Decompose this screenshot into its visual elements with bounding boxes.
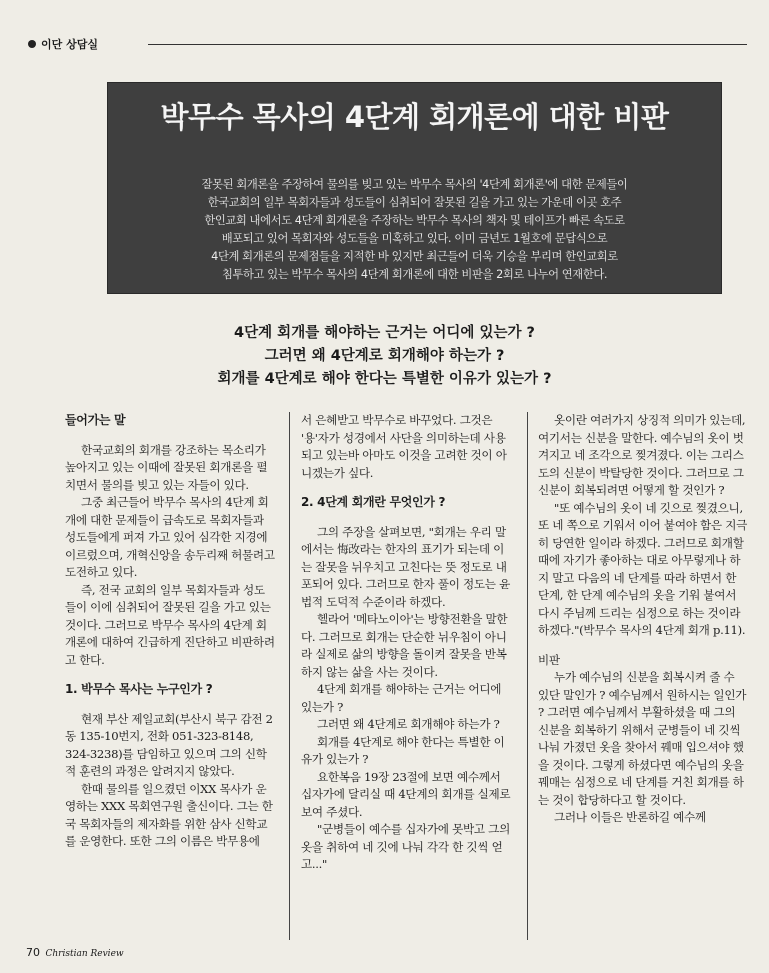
section-heading: 들어가는 말 (65, 413, 126, 427)
spacer (65, 699, 275, 711)
paragraph: 그러면 왜 4단계로 회개해야 하는가 ? (317, 717, 500, 731)
paragraph: 그의 주장을 살펴보면, "회개는 우리 말에서는 悔改라는 한자의 표기가 되는데 이는 잘못을 뉘우치고 고친다는 뜻 정도로 내포되어 있다. 그러므로 한자 풀이 정도는 윤법적 도덕적 수준이라 하겠다. (301, 524, 510, 609)
column-divider (289, 412, 290, 940)
paragraph: 현재 부산 제일교회(부산시 북구 감전 2동 135-10번지, 전화 051-323-8148, 324-3238)를 담임하고 있으며 그의 신학적 훈련의 과정은 알려지지 않았다. (65, 711, 273, 778)
page-number: 70 (26, 946, 40, 959)
paragraph: 비판 (538, 652, 560, 667)
section-label-text: 이단 상담실 (41, 38, 98, 51)
paragraph: 헬라어 '메타노이아'는 방향전환을 말한다. 그러므로 회개는 단순한 뉘우침이 아니라 실제로 삶의 방향을 돌이켜 잘못을 반복하지 않는 삶을 사는 것이다. (301, 612, 508, 679)
paragraph: 한국교회의 회개를 강조하는 목소리가 높아지고 있는 이때에 잘못된 회개론을 펼치면서 물의를 빚고 있는 자들이 있다. (65, 442, 268, 492)
paragraph: 요한복음 19장 23절에 보면 예수께서 십자가에 달리실 때 4단계의 회개를 실제로 보여 주셨다. (301, 769, 511, 819)
lead-line: 배포되고 있어 목회자와 성도들을 미혹하고 있다. 이미 금년도 1월호에 문답식으로 (221, 232, 608, 245)
lead-line: 한국교회의 일부 목회자들과 성도들이 심취되어 잘못된 길을 가고 있는 가운데 이곳 호주 (207, 196, 622, 209)
paragraph: "또 예수님의 옷이 네 깃으로 찢겼으니, 또 네 쪽으로 기워서 이어 붙여야 함은 지극히 당연한 일이라 하겠다. 그러므로 회개할 때에 자기가 좋아하는 대로 아무렇게나 하지 말고 다음의 네 단계를 따라 하면서 한 단계, 한 단계 예수님의 옷을 기워 붙여서 다시 주님께 드리는 심정으로 하는 것이라 하겠다."(박무수 목사의 4단계 회개 p.11). (538, 500, 747, 637)
spacer (65, 669, 275, 681)
lead-line: 4단계 회개론의 문제점들을 지적한 바 있지만 최근들어 더욱 기승을 부리며 한인교회로 (211, 250, 618, 263)
lead-line: 침투하고 있는 박무수 목사의 4단계 회개론에 대한 비판을 2회로 나누어 연재한다. (221, 268, 608, 281)
section-heading: 1. 박무수 목사는 누구인가 ? (65, 682, 213, 696)
page-footer (26, 946, 124, 959)
paragraph: "군병들이 예수를 십자가에 못박고 그의 옷을 취하여 네 깃에 나눠 각각 한 깃씩 얻고..." (301, 822, 510, 871)
body-column-2 (301, 412, 511, 874)
body-column-1 (65, 412, 275, 851)
lead-line: 잘못된 회개론을 주장하여 물의를 빚고 있는 박무수 목사의 '4단계 회개론'에 대한 문제들이 (201, 178, 628, 191)
section-label (28, 36, 98, 52)
key-question: 회개를 4단계로 해야 한다는 특별한 이유가 있는가 ? (217, 371, 552, 387)
paragraph: 옷이란 여러가지 상징적 의미가 있는데, 여기서는 신분을 말한다. 예수님의 옷이 벗겨지고 네 조각으로 찢겨졌다. 이는 그리스도의 신분이 박탈당한 것이다. 그러므로 그 신분이 회복되려면 어떻게 할 것인가 ? (538, 413, 746, 497)
spacer (538, 640, 748, 652)
lead-line: 한인교회 내에서도 4단계 회개론을 주장하는 박무수 목사의 책자 및 테이프가 빠른 속도로 (204, 214, 625, 227)
paragraph: 회개를 4단계로 해야 한다는 특별한 이유가 있는가 ? (301, 734, 505, 766)
section-rule (148, 44, 747, 45)
paragraph: 서 은혜받고 박무수로 바꾸었다. 그것은 '용'자가 성경에서 사단을 의미하는데 사용되고 있는바 아마도 이것을 고려한 것이 아니겠는가 싶다. (301, 413, 507, 480)
body-column-3 (538, 412, 748, 827)
paragraph: 그중 최근들어 박무수 목사의 4단계 회개에 대한 문제들이 급속도로 목회자들과 성도들에게 퍼져 가고 있어 심각한 지경에 이르렀으며, 개혁신앙을 송두리째 허물려고 도전하고 있다. (65, 495, 275, 579)
paragraph: 한때 물의를 일으켰던 이XX 목사가 운영하는 XXX 목회연구원 출신이다. 그는 한국 목회자들의 제자화를 위한 삼사 신학교를 운영한다. 또한 그의 이름은 박무용에 (65, 781, 273, 848)
spacer (301, 512, 511, 524)
key-question: 그러면 왜 4단계로 회개해야 하는가 ? (264, 348, 505, 364)
section-heading: 2. 4단계 회개란 무엇인가 ? (301, 495, 446, 509)
column-divider (527, 412, 528, 940)
paragraph: 4단계 회개를 해야하는 근거는 어디에 있는가 ? (301, 682, 502, 714)
paragraph: 즉, 전국 교회의 일부 목회자들과 성도들이 이에 심취되어 잘못된 길을 가고 있는 것이다. 그러므로 박무수 목사의 4단계 회개론에 대하여 긴급하게 진단하고 비판하려고 한다. (65, 582, 275, 667)
key-questions (40, 322, 729, 391)
spacer (301, 482, 511, 494)
article-lead (128, 176, 701, 284)
title-banner (108, 83, 721, 293)
paragraph: 그러나 이들은 반론하길 예수께 (554, 810, 706, 824)
key-question: 4단계 회개를 해야하는 근거는 어디에 있는가 ? (234, 325, 535, 341)
bullet-icon (28, 40, 36, 48)
spacer (65, 430, 275, 442)
paragraph: 누가 예수님의 신분을 회복시켜 줄 수 있단 말인가 ? 예수님께서 원하시는 일인가 ? 그러면 예수님께서 부활하셨을 때 그의 신분을 회복하기 위해서 군병들이 네 깃씩 나눠 가졌던 옷을 찾아서 꿰매 입으셔야 했을 것이다. 그렇게 하셨다면 예수님의 옷을 꿰매는 심정으로 네 단계를 거친 회개를 하는 것이 합당하다고 할 것이다. (538, 670, 747, 807)
article-title: 박무수 목사의 4단계 회개론에 대한 비판 (160, 100, 669, 134)
magazine-name: Christian Review (45, 949, 124, 959)
